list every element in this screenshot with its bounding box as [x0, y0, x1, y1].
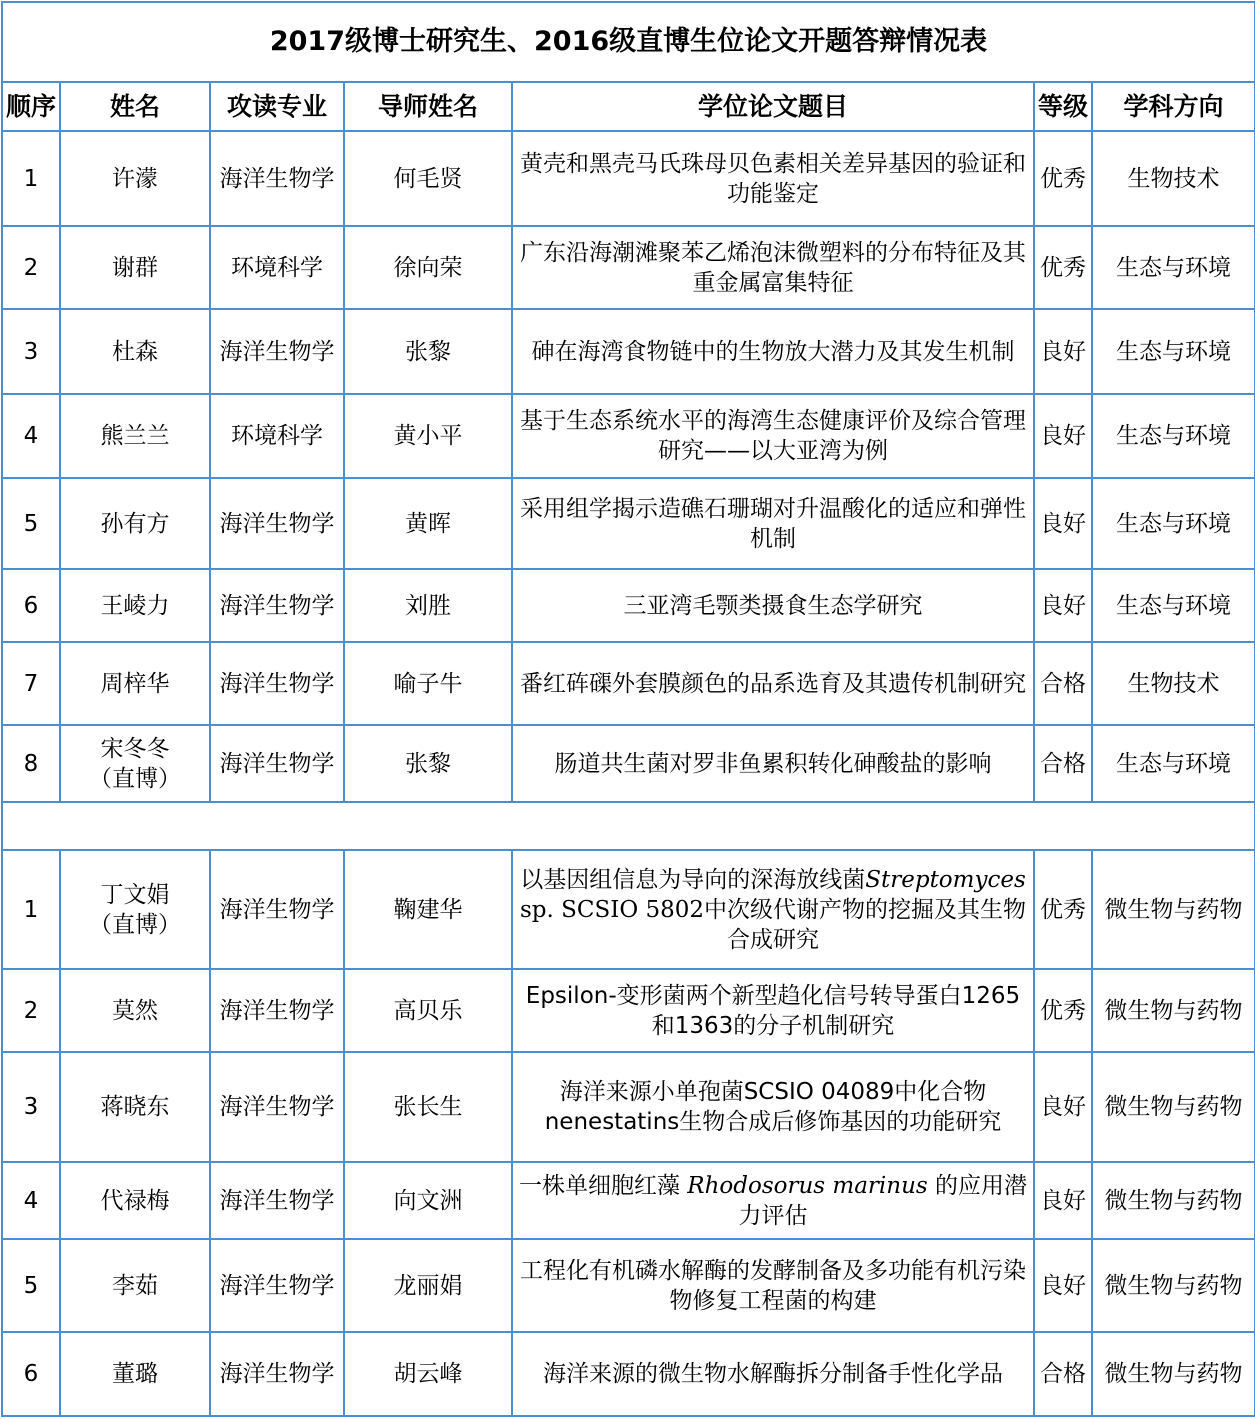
topic-cell: 海洋来源的微生物水解酶拆分制备手性化学品 [512, 1332, 1034, 1416]
advisor-cell: 黄晖 [344, 478, 512, 569]
grade-cell: 优秀 [1034, 131, 1092, 226]
advisor-cell: 胡云峰 [344, 1332, 512, 1416]
student-name: 宋冬冬 [100, 735, 170, 762]
order-cell: 2 [2, 226, 60, 309]
major-cell: 海洋生物学 [210, 478, 344, 569]
order-cell: 5 [2, 478, 60, 569]
student-note: （直博） [89, 911, 181, 938]
table-title: 2017级博士研究生、2016级直博生位论文开题答辩情况表 [2, 2, 1255, 82]
field-cell: 微生物与药物 [1092, 1332, 1255, 1416]
order-cell: 3 [2, 1052, 60, 1162]
order-cell: 4 [2, 1162, 60, 1239]
major-cell: 海洋生物学 [210, 969, 344, 1052]
advisor-cell: 鞠建华 [344, 850, 512, 969]
topic-text: sp. SCSIO 5802中次级代谢产物的挖掘及其生物合成研究 [519, 896, 1027, 953]
topic-cell: 基于生态系统水平的海湾生态健康评价及综合管理研究——以大亚湾为例 [512, 394, 1034, 478]
field-cell: 微生物与药物 [1092, 969, 1255, 1052]
major-cell: 海洋生物学 [210, 131, 344, 226]
name-cell: 周梓华 [60, 642, 210, 725]
order-cell: 1 [2, 850, 60, 969]
name-cell: 李茹 [60, 1239, 210, 1332]
grade-cell: 优秀 [1034, 850, 1092, 969]
major-cell: 海洋生物学 [210, 569, 344, 642]
name-cell: 杜森 [60, 309, 210, 394]
name-cell: 王崚力 [60, 569, 210, 642]
field-cell: 生物技术 [1092, 642, 1255, 725]
advisor-cell: 张长生 [344, 1052, 512, 1162]
field-cell: 生态与环境 [1092, 478, 1255, 569]
major-cell: 海洋生物学 [210, 642, 344, 725]
topic-cell: 肠道共生菌对罗非鱼累积转化砷酸盐的影响 [512, 725, 1034, 802]
major-cell: 海洋生物学 [210, 1239, 344, 1332]
student-note: （直博） [89, 765, 181, 792]
name-cell: 蒋晓东 [60, 1052, 210, 1162]
advisor-cell: 高贝乐 [344, 969, 512, 1052]
grade-cell: 良好 [1034, 1239, 1092, 1332]
advisor-cell: 何毛贤 [344, 131, 512, 226]
grade-cell: 良好 [1034, 569, 1092, 642]
topic-text: 一株单细胞红藻 [518, 1172, 680, 1199]
topic-cell: 海洋来源小单孢菌SCSIO 04089中化合物nenestatins生物合成后修饰基因的功能研究 [512, 1052, 1034, 1162]
order-cell: 6 [2, 569, 60, 642]
header-topic: 学位论文题目 [512, 82, 1034, 131]
thesis-defense-table [1, 1, 1255, 1417]
advisor-cell: 黄小平 [344, 394, 512, 478]
table-row [2, 969, 1255, 1052]
name-cell: 许濛 [60, 131, 210, 226]
order-cell: 7 [2, 642, 60, 725]
table-row [2, 1052, 1255, 1162]
order-cell: 5 [2, 1239, 60, 1332]
header-name: 姓名 [60, 82, 210, 131]
table-row [2, 226, 1255, 309]
header-order: 顺序 [2, 82, 60, 131]
separator-cell [2, 802, 1255, 850]
topic-cell: Epsilon-变形菌两个新型趋化信号转导蛋白1265和1363的分子机制研究 [512, 969, 1034, 1052]
table-row [2, 569, 1255, 642]
grade-cell: 良好 [1034, 1162, 1092, 1239]
topic-cell: 砷在海湾食物链中的生物放大潜力及其发生机制 [512, 309, 1034, 394]
order-cell: 6 [2, 1332, 60, 1416]
grade-cell: 合格 [1034, 1332, 1092, 1416]
advisor-cell: 张黎 [344, 725, 512, 802]
field-cell: 生态与环境 [1092, 394, 1255, 478]
table-row [2, 642, 1255, 725]
topic-cell: 番红砗磲外套膜颜色的品系选育及其遗传机制研究 [512, 642, 1034, 725]
order-cell: 2 [2, 969, 60, 1052]
order-cell: 4 [2, 394, 60, 478]
table-row [2, 478, 1255, 569]
grade-cell: 合格 [1034, 725, 1092, 802]
topic-cell: 黄壳和黑壳马氏珠母贝色素相关差异基因的验证和功能鉴定 [512, 131, 1034, 226]
species-name: Rhodosorus marinus [687, 1172, 928, 1199]
header-field: 学科方向 [1092, 82, 1255, 131]
field-cell: 生态与环境 [1092, 725, 1255, 802]
advisor-cell: 徐向荣 [344, 226, 512, 309]
major-cell: 环境科学 [210, 394, 344, 478]
topic-cell [512, 1162, 1034, 1239]
table-row [2, 131, 1255, 226]
name-cell: 代禄梅 [60, 1162, 210, 1239]
name-cell: 董璐 [60, 1332, 210, 1416]
advisor-cell: 刘胜 [344, 569, 512, 642]
grade-cell: 良好 [1034, 394, 1092, 478]
field-cell: 微生物与药物 [1092, 1239, 1255, 1332]
name-cell [60, 725, 210, 802]
field-cell: 生态与环境 [1092, 226, 1255, 309]
field-cell: 微生物与药物 [1092, 1052, 1255, 1162]
topic-text: 的应用潜力评估 [738, 1172, 1028, 1229]
grade-cell: 优秀 [1034, 226, 1092, 309]
table-row [2, 394, 1255, 478]
topic-cell [512, 850, 1034, 969]
header-grade: 等级 [1034, 82, 1092, 131]
table-row [2, 1332, 1255, 1416]
topic-cell: 广东沿海潮滩聚苯乙烯泡沫微塑料的分布特征及其重金属富集特征 [512, 226, 1034, 309]
grade-cell: 良好 [1034, 309, 1092, 394]
advisor-cell: 向文洲 [344, 1162, 512, 1239]
topic-text: 以基因组信息为导向的深海放线菌 [520, 866, 866, 893]
name-cell: 熊兰兰 [60, 394, 210, 478]
grade-cell: 良好 [1034, 1052, 1092, 1162]
order-cell: 3 [2, 309, 60, 394]
name-cell: 莫然 [60, 969, 210, 1052]
name-cell [60, 850, 210, 969]
field-cell: 生物技术 [1092, 131, 1255, 226]
order-cell: 1 [2, 131, 60, 226]
name-cell: 孙有方 [60, 478, 210, 569]
grade-cell: 良好 [1034, 478, 1092, 569]
topic-cell: 三亚湾毛颚类摄食生态学研究 [512, 569, 1034, 642]
major-cell: 海洋生物学 [210, 725, 344, 802]
name-cell: 谢群 [60, 226, 210, 309]
grade-cell: 合格 [1034, 642, 1092, 725]
table-row [2, 725, 1255, 802]
table-row [2, 850, 1255, 969]
table-row [2, 309, 1255, 394]
major-cell: 海洋生物学 [210, 309, 344, 394]
header-major: 攻读专业 [210, 82, 344, 131]
grade-cell: 优秀 [1034, 969, 1092, 1052]
group-separator-row [2, 802, 1255, 850]
field-cell: 生态与环境 [1092, 569, 1255, 642]
major-cell: 海洋生物学 [210, 850, 344, 969]
header-advisor: 导师姓名 [344, 82, 512, 131]
topic-cell: 采用组学揭示造礁石珊瑚对升温酸化的适应和弹性机制 [512, 478, 1034, 569]
advisor-cell: 张黎 [344, 309, 512, 394]
table-row [2, 1162, 1255, 1239]
header-row [2, 82, 1255, 131]
advisor-cell: 龙丽娟 [344, 1239, 512, 1332]
major-cell: 海洋生物学 [210, 1052, 344, 1162]
major-cell: 海洋生物学 [210, 1162, 344, 1239]
topic-cell: 工程化有机磷水解酶的发酵制备及多功能有机污染物修复工程菌的构建 [512, 1239, 1034, 1332]
student-name: 丁文娟 [100, 881, 170, 908]
table-row [2, 1239, 1255, 1332]
field-cell: 微生物与药物 [1092, 1162, 1255, 1239]
order-cell: 8 [2, 725, 60, 802]
advisor-cell: 喻子牛 [344, 642, 512, 725]
field-cell: 微生物与药物 [1092, 850, 1255, 969]
major-cell: 环境科学 [210, 226, 344, 309]
species-name: Streptomyces [865, 866, 1026, 893]
major-cell: 海洋生物学 [210, 1332, 344, 1416]
field-cell: 生态与环境 [1092, 309, 1255, 394]
